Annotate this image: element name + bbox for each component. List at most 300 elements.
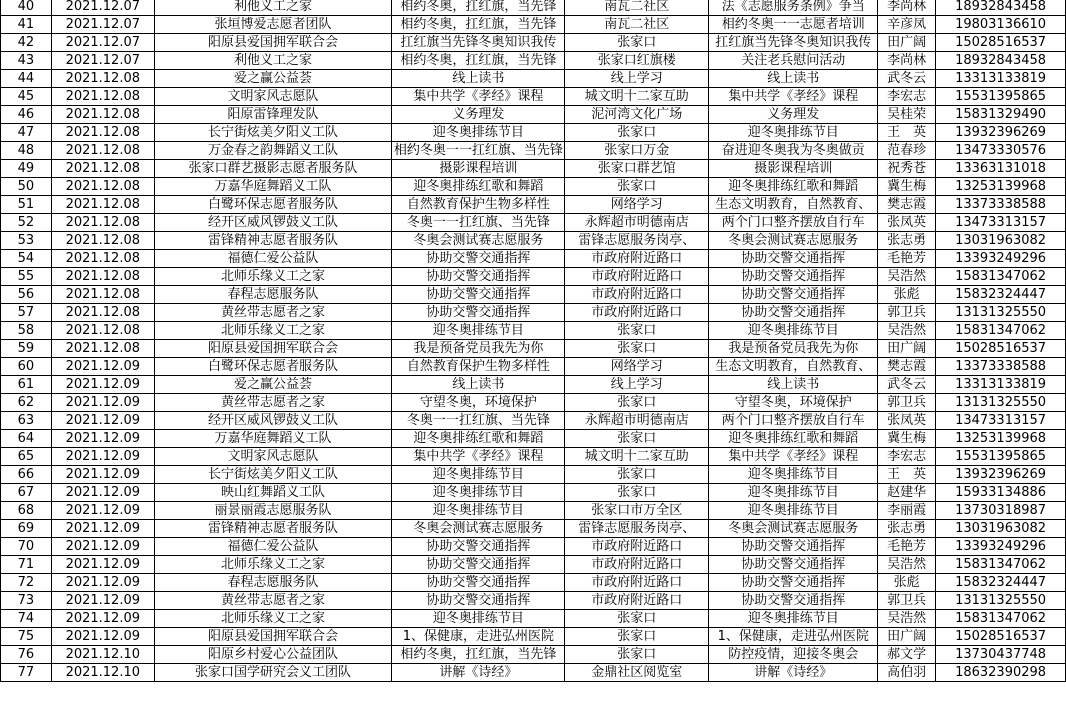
date-cell[interactable]: 2021.12.08: [51, 286, 154, 304]
contact-person-cell[interactable]: 张彪: [878, 286, 936, 304]
activity-content-cell[interactable]: 守望冬奥，环境保护: [709, 394, 878, 412]
date-cell[interactable]: 2021.12.09: [51, 358, 154, 376]
contact-person-cell[interactable]: 郝文学: [878, 646, 936, 664]
location-cell[interactable]: 金鼎社区阅览室: [565, 664, 709, 682]
row-number-cell[interactable]: 72: [1, 574, 52, 592]
activity-content-cell[interactable]: 迎冬奥排练节目: [709, 466, 878, 484]
location-cell[interactable]: 市政府附近路口: [565, 574, 709, 592]
team-name-cell[interactable]: 阳原县爱国拥军联合会: [154, 34, 392, 52]
phone-cell[interactable]: 15831347062: [936, 268, 1066, 286]
row-number-cell[interactable]: 54: [1, 250, 52, 268]
date-cell[interactable]: 2021.12.08: [51, 268, 154, 286]
team-name-cell[interactable]: 阳原县爱国拥军联合会: [154, 628, 392, 646]
location-cell[interactable]: 城文明十二家互助: [565, 448, 709, 466]
activity-content-cell[interactable]: 两个门口整齐摆放自行车: [709, 214, 878, 232]
activity-name-cell[interactable]: 相约冬奥，扛红旗，当先锋: [392, 646, 565, 664]
team-name-cell[interactable]: 文明家风志愿队: [154, 88, 392, 106]
team-name-cell[interactable]: 春程志愿服务队: [154, 574, 392, 592]
activity-content-cell[interactable]: 法《志愿服务条例》争当: [709, 0, 878, 16]
activity-name-cell[interactable]: 迎冬奥排练红歌和舞蹈: [392, 430, 565, 448]
team-name-cell[interactable]: 黄丝带志愿者之家: [154, 394, 392, 412]
contact-person-cell[interactable]: 吴浩然: [878, 610, 936, 628]
phone-cell[interactable]: 15028516537: [936, 34, 1066, 52]
activity-name-cell[interactable]: 冬奥一一扛红旗、当先锋: [392, 412, 565, 430]
team-name-cell[interactable]: 阳原乡村爱心公益团队: [154, 646, 392, 664]
phone-cell[interactable]: 13730318987: [936, 502, 1066, 520]
team-name-cell[interactable]: 张家口国学研究会义工团队: [154, 664, 392, 682]
team-name-cell[interactable]: 白鹭环保志愿者服务队: [154, 196, 392, 214]
row-number-cell[interactable]: 61: [1, 376, 52, 394]
contact-person-cell[interactable]: 李尚林: [878, 52, 936, 70]
activity-content-cell[interactable]: 集中共学《孝经》课程: [709, 448, 878, 466]
team-name-cell[interactable]: 经开区威风锣鼓义工队: [154, 412, 392, 430]
location-cell[interactable]: 张家口: [565, 646, 709, 664]
date-cell[interactable]: 2021.12.07: [51, 52, 154, 70]
contact-person-cell[interactable]: 樊志霞: [878, 358, 936, 376]
team-name-cell[interactable]: 长宁街炫美夕阳义工队: [154, 124, 392, 142]
activity-name-cell[interactable]: 我是预备党员我先为你: [392, 340, 565, 358]
row-number-cell[interactable]: 43: [1, 52, 52, 70]
team-name-cell[interactable]: 利他义工之家: [154, 0, 392, 16]
location-cell[interactable]: 张家口: [565, 34, 709, 52]
activity-content-cell[interactable]: 协助交警交通指挥: [709, 250, 878, 268]
row-number-cell[interactable]: 71: [1, 556, 52, 574]
date-cell[interactable]: 2021.12.09: [51, 628, 154, 646]
team-name-cell[interactable]: 北师乐缘义工之家: [154, 556, 392, 574]
row-number-cell[interactable]: 48: [1, 142, 52, 160]
location-cell[interactable]: 张家口: [565, 322, 709, 340]
phone-cell[interactable]: 15028516537: [936, 340, 1066, 358]
team-name-cell[interactable]: 利他义工之家: [154, 52, 392, 70]
activity-name-cell[interactable]: 集中共学《孝经》课程: [392, 88, 565, 106]
location-cell[interactable]: 张家口红旗楼: [565, 52, 709, 70]
location-cell[interactable]: 南瓦二社区: [565, 16, 709, 34]
team-name-cell[interactable]: 北师乐缘义工之家: [154, 610, 392, 628]
phone-cell[interactable]: 15832324447: [936, 286, 1066, 304]
location-cell[interactable]: 市政府附近路口: [565, 538, 709, 556]
location-cell[interactable]: 市政府附近路口: [565, 304, 709, 322]
activity-name-cell[interactable]: 义务理发: [392, 106, 565, 124]
activity-name-cell[interactable]: 协助交警交通指挥: [392, 304, 565, 322]
activity-name-cell[interactable]: 协助交警交通指挥: [392, 556, 565, 574]
contact-person-cell[interactable]: 毛艳芳: [878, 250, 936, 268]
phone-cell[interactable]: 13393249296: [936, 250, 1066, 268]
row-number-cell[interactable]: 58: [1, 322, 52, 340]
contact-person-cell[interactable]: 武冬云: [878, 70, 936, 88]
contact-person-cell[interactable]: 毛艳芳: [878, 538, 936, 556]
date-cell[interactable]: 2021.12.08: [51, 106, 154, 124]
activity-content-cell[interactable]: 我是预备党员我先为你: [709, 340, 878, 358]
date-cell[interactable]: 2021.12.08: [51, 124, 154, 142]
date-cell[interactable]: 2021.12.10: [51, 664, 154, 682]
row-number-cell[interactable]: 64: [1, 430, 52, 448]
date-cell[interactable]: 2021.12.10: [51, 646, 154, 664]
team-name-cell[interactable]: 文明家风志愿队: [154, 448, 392, 466]
location-cell[interactable]: 市政府附近路口: [565, 250, 709, 268]
row-number-cell[interactable]: 40: [1, 0, 52, 16]
contact-person-cell[interactable]: 吴浩然: [878, 322, 936, 340]
contact-person-cell[interactable]: 樊志霞: [878, 196, 936, 214]
date-cell[interactable]: 2021.12.09: [51, 376, 154, 394]
row-number-cell[interactable]: 56: [1, 286, 52, 304]
team-name-cell[interactable]: 福德仁爱公益队: [154, 250, 392, 268]
location-cell[interactable]: 雷锋志愿服务岗亭、: [565, 232, 709, 250]
date-cell[interactable]: 2021.12.09: [51, 466, 154, 484]
date-cell[interactable]: 2021.12.08: [51, 322, 154, 340]
activity-content-cell[interactable]: 冬奥会测试赛志愿服务: [709, 520, 878, 538]
contact-person-cell[interactable]: 张志勇: [878, 520, 936, 538]
phone-cell[interactable]: 13473313157: [936, 214, 1066, 232]
date-cell[interactable]: 2021.12.07: [51, 0, 154, 16]
contact-person-cell[interactable]: 张凤英: [878, 214, 936, 232]
location-cell[interactable]: 永辉超市明德南店: [565, 412, 709, 430]
row-number-cell[interactable]: 65: [1, 448, 52, 466]
row-number-cell[interactable]: 52: [1, 214, 52, 232]
activity-content-cell[interactable]: 迎冬奥排练节目: [709, 484, 878, 502]
phone-cell[interactable]: 13363131018: [936, 160, 1066, 178]
date-cell[interactable]: 2021.12.08: [51, 196, 154, 214]
team-name-cell[interactable]: 爱之赢公益荟: [154, 70, 392, 88]
row-number-cell[interactable]: 41: [1, 16, 52, 34]
row-number-cell[interactable]: 69: [1, 520, 52, 538]
location-cell[interactable]: 市政府附近路口: [565, 592, 709, 610]
team-name-cell[interactable]: 阳原县爱国拥军联合会: [154, 340, 392, 358]
activity-name-cell[interactable]: 摄影课程培训: [392, 160, 565, 178]
activity-content-cell[interactable]: 迎冬奥排练红歌和舞蹈: [709, 430, 878, 448]
phone-cell[interactable]: 13932396269: [936, 466, 1066, 484]
contact-person-cell[interactable]: 辛彦凤: [878, 16, 936, 34]
row-number-cell[interactable]: 57: [1, 304, 52, 322]
date-cell[interactable]: 2021.12.08: [51, 250, 154, 268]
phone-cell[interactable]: 13473330576: [936, 142, 1066, 160]
phone-cell[interactable]: 13131325550: [936, 394, 1066, 412]
activity-name-cell[interactable]: 协助交警交通指挥: [392, 538, 565, 556]
date-cell[interactable]: 2021.12.08: [51, 70, 154, 88]
activity-name-cell[interactable]: 自然教育保护生物多样性: [392, 358, 565, 376]
contact-person-cell[interactable]: 吴浩然: [878, 268, 936, 286]
activity-content-cell[interactable]: 摄影课程培训: [709, 160, 878, 178]
activity-name-cell[interactable]: 线上读书: [392, 70, 565, 88]
row-number-cell[interactable]: 62: [1, 394, 52, 412]
date-cell[interactable]: 2021.12.09: [51, 592, 154, 610]
date-cell[interactable]: 2021.12.08: [51, 304, 154, 322]
activity-name-cell[interactable]: 迎冬奥排练节目: [392, 610, 565, 628]
date-cell[interactable]: 2021.12.09: [51, 538, 154, 556]
date-cell[interactable]: 2021.12.09: [51, 448, 154, 466]
contact-person-cell[interactable]: 田广阔: [878, 340, 936, 358]
activity-content-cell[interactable]: 协助交警交通指挥: [709, 556, 878, 574]
activity-content-cell[interactable]: 讲解《诗经》: [709, 664, 878, 682]
contact-person-cell[interactable]: 赵建华: [878, 484, 936, 502]
phone-cell[interactable]: 15832324447: [936, 574, 1066, 592]
activity-name-cell[interactable]: 相约冬奥，扛红旗，当先锋: [392, 0, 565, 16]
location-cell[interactable]: 张家口: [565, 430, 709, 448]
activity-name-cell[interactable]: 协助交警交通指挥: [392, 574, 565, 592]
activity-content-cell[interactable]: 集中共学《孝经》课程: [709, 88, 878, 106]
row-number-cell[interactable]: 45: [1, 88, 52, 106]
row-number-cell[interactable]: 42: [1, 34, 52, 52]
activity-content-cell[interactable]: 防控疫情，迎接冬奥会: [709, 646, 878, 664]
location-cell[interactable]: 南瓦二社区: [565, 0, 709, 16]
activity-name-cell[interactable]: 协助交警交通指挥: [392, 268, 565, 286]
location-cell[interactable]: 张家口市万全区: [565, 502, 709, 520]
team-name-cell[interactable]: 雷锋精神志愿者服务队: [154, 232, 392, 250]
location-cell[interactable]: 网络学习: [565, 196, 709, 214]
phone-cell[interactable]: 15933134886: [936, 484, 1066, 502]
team-name-cell[interactable]: 万金春之韵舞蹈义工队: [154, 142, 392, 160]
team-name-cell[interactable]: 爱之赢公益荟: [154, 376, 392, 394]
contact-person-cell[interactable]: 张凤英: [878, 412, 936, 430]
location-cell[interactable]: 永辉超市明德南店: [565, 214, 709, 232]
phone-cell[interactable]: 13473313157: [936, 412, 1066, 430]
location-cell[interactable]: 张家口: [565, 610, 709, 628]
phone-cell[interactable]: 13393249296: [936, 538, 1066, 556]
team-name-cell[interactable]: 丽景丽霞志愿服务队: [154, 502, 392, 520]
contact-person-cell[interactable]: 李宏志: [878, 448, 936, 466]
row-number-cell[interactable]: 47: [1, 124, 52, 142]
contact-person-cell[interactable]: 李宏志: [878, 88, 936, 106]
activity-content-cell[interactable]: 生态文明教育，自然教育、: [709, 358, 878, 376]
activity-content-cell[interactable]: 扛红旗当先锋冬奥知识我传: [709, 34, 878, 52]
phone-cell[interactable]: 15028516537: [936, 628, 1066, 646]
phone-cell[interactable]: 15831329490: [936, 106, 1066, 124]
contact-person-cell[interactable]: 祝秀苍: [878, 160, 936, 178]
activity-name-cell[interactable]: 迎冬奥排练节目: [392, 502, 565, 520]
date-cell[interactable]: 2021.12.08: [51, 232, 154, 250]
phone-cell[interactable]: 13031963082: [936, 232, 1066, 250]
contact-person-cell[interactable]: 武冬云: [878, 376, 936, 394]
date-cell[interactable]: 2021.12.07: [51, 34, 154, 52]
date-cell[interactable]: 2021.12.07: [51, 16, 154, 34]
phone-cell[interactable]: 15531395865: [936, 448, 1066, 466]
contact-person-cell[interactable]: 张志勇: [878, 232, 936, 250]
activity-content-cell[interactable]: 协助交警交通指挥: [709, 574, 878, 592]
date-cell[interactable]: 2021.12.08: [51, 178, 154, 196]
team-name-cell[interactable]: 白鹭环保志愿者服务队: [154, 358, 392, 376]
contact-person-cell[interactable]: 田广阔: [878, 628, 936, 646]
activity-content-cell[interactable]: 线上读书: [709, 70, 878, 88]
team-name-cell[interactable]: 黄丝带志愿者之家: [154, 304, 392, 322]
phone-cell[interactable]: 15831347062: [936, 556, 1066, 574]
location-cell[interactable]: 网络学习: [565, 358, 709, 376]
contact-person-cell[interactable]: 郭卫兵: [878, 304, 936, 322]
activity-content-cell[interactable]: 协助交警交通指挥: [709, 286, 878, 304]
location-cell[interactable]: 市政府附近路口: [565, 556, 709, 574]
team-name-cell[interactable]: 阳原雷锋理发队: [154, 106, 392, 124]
activity-name-cell[interactable]: 迎冬奥排练节目: [392, 466, 565, 484]
location-cell[interactable]: 张家口: [565, 484, 709, 502]
phone-cell[interactable]: 18632390298: [936, 664, 1066, 682]
location-cell[interactable]: 张家口: [565, 394, 709, 412]
contact-person-cell[interactable]: 范春珍: [878, 142, 936, 160]
team-name-cell[interactable]: 万嘉华庭舞蹈义工队: [154, 430, 392, 448]
date-cell[interactable]: 2021.12.09: [51, 556, 154, 574]
location-cell[interactable]: 城文明十二家互助: [565, 88, 709, 106]
location-cell[interactable]: 张家口: [565, 340, 709, 358]
activity-content-cell[interactable]: 迎冬奥排练节目: [709, 502, 878, 520]
phone-cell[interactable]: 13253139968: [936, 178, 1066, 196]
row-number-cell[interactable]: 51: [1, 196, 52, 214]
location-cell[interactable]: 张家口群艺馆: [565, 160, 709, 178]
date-cell[interactable]: 2021.12.09: [51, 610, 154, 628]
team-name-cell[interactable]: 张家口群艺摄影志愿者服务队: [154, 160, 392, 178]
phone-cell[interactable]: 13131325550: [936, 304, 1066, 322]
contact-person-cell[interactable]: 李尚林: [878, 0, 936, 16]
activity-content-cell[interactable]: 协助交警交通指挥: [709, 592, 878, 610]
phone-cell[interactable]: 13730437748: [936, 646, 1066, 664]
team-name-cell[interactable]: 春程志愿服务队: [154, 286, 392, 304]
activity-name-cell[interactable]: 冬奥会测试赛志愿服务: [392, 520, 565, 538]
date-cell[interactable]: 2021.12.09: [51, 412, 154, 430]
activity-content-cell[interactable]: 迎冬奥排练节目: [709, 124, 878, 142]
date-cell[interactable]: 2021.12.09: [51, 430, 154, 448]
contact-person-cell[interactable]: 郭卫兵: [878, 394, 936, 412]
row-number-cell[interactable]: 77: [1, 664, 52, 682]
activity-content-cell[interactable]: 关注老兵慰问活动: [709, 52, 878, 70]
location-cell[interactable]: 张家口: [565, 124, 709, 142]
activity-name-cell[interactable]: 讲解《诗经》: [392, 664, 565, 682]
contact-person-cell[interactable]: 高伯羽: [878, 664, 936, 682]
contact-person-cell[interactable]: 张彪: [878, 574, 936, 592]
phone-cell[interactable]: 13313133819: [936, 70, 1066, 88]
date-cell[interactable]: 2021.12.09: [51, 484, 154, 502]
phone-cell[interactable]: 15531395865: [936, 88, 1066, 106]
contact-person-cell[interactable]: 冀生梅: [878, 430, 936, 448]
location-cell[interactable]: 张家口: [565, 178, 709, 196]
activity-content-cell[interactable]: 协助交警交通指挥: [709, 304, 878, 322]
activity-content-cell[interactable]: 义务理发: [709, 106, 878, 124]
row-number-cell[interactable]: 70: [1, 538, 52, 556]
phone-cell[interactable]: 13131325550: [936, 592, 1066, 610]
row-number-cell[interactable]: 46: [1, 106, 52, 124]
activity-name-cell[interactable]: 集中共学《孝经》课程: [392, 448, 565, 466]
contact-person-cell[interactable]: 田广阔: [878, 34, 936, 52]
activity-name-cell[interactable]: 守望冬奥，环境保护: [392, 394, 565, 412]
team-name-cell[interactable]: 长宁街炫美夕阳义工队: [154, 466, 392, 484]
location-cell[interactable]: 市政府附近路口: [565, 268, 709, 286]
activity-content-cell[interactable]: 相约冬奥一一志愿者培训: [709, 16, 878, 34]
phone-cell[interactable]: 13031963082: [936, 520, 1066, 538]
team-name-cell[interactable]: 张垣博爱志愿者团队: [154, 16, 392, 34]
row-number-cell[interactable]: 76: [1, 646, 52, 664]
activity-name-cell[interactable]: 1、保健康，走进弘州医院: [392, 628, 565, 646]
activity-name-cell[interactable]: 迎冬奥排练节目: [392, 124, 565, 142]
contact-person-cell[interactable]: 王 英: [878, 466, 936, 484]
row-number-cell[interactable]: 73: [1, 592, 52, 610]
row-number-cell[interactable]: 63: [1, 412, 52, 430]
location-cell[interactable]: 张家口: [565, 466, 709, 484]
activity-name-cell[interactable]: 迎冬奥排练节目: [392, 484, 565, 502]
contact-person-cell[interactable]: 冀生梅: [878, 178, 936, 196]
row-number-cell[interactable]: 67: [1, 484, 52, 502]
contact-person-cell[interactable]: 郭卫兵: [878, 592, 936, 610]
team-name-cell[interactable]: 万嘉华庭舞蹈义工队: [154, 178, 392, 196]
activity-name-cell[interactable]: 协助交警交通指挥: [392, 250, 565, 268]
location-cell[interactable]: 泥河湾文化广场: [565, 106, 709, 124]
location-cell[interactable]: 张家口万金: [565, 142, 709, 160]
team-name-cell[interactable]: 北师乐缘义工之家: [154, 268, 392, 286]
location-cell[interactable]: 张家口: [565, 628, 709, 646]
team-name-cell[interactable]: 映山红舞蹈义工队: [154, 484, 392, 502]
activity-content-cell[interactable]: 协助交警交通指挥: [709, 268, 878, 286]
team-name-cell[interactable]: 经开区威风锣鼓义工队: [154, 214, 392, 232]
activity-name-cell[interactable]: 扛红旗当先锋冬奥知识我传: [392, 34, 565, 52]
location-cell[interactable]: 线上学习: [565, 70, 709, 88]
row-number-cell[interactable]: 59: [1, 340, 52, 358]
contact-person-cell[interactable]: 吴桂荣: [878, 106, 936, 124]
phone-cell[interactable]: 13313133819: [936, 376, 1066, 394]
activity-name-cell[interactable]: 相约冬奥一一扛红旗、当先锋: [393, 143, 563, 158]
activity-name-cell[interactable]: 线上读书: [392, 376, 565, 394]
activity-content-cell[interactable]: 生态文明教育，自然教育、: [709, 196, 878, 214]
date-cell[interactable]: 2021.12.08: [51, 340, 154, 358]
phone-cell[interactable]: 13253139968: [936, 430, 1066, 448]
team-name-cell[interactable]: 黄丝带志愿者之家: [154, 592, 392, 610]
team-name-cell[interactable]: 北师乐缘义工之家: [154, 322, 392, 340]
activity-name-cell[interactable]: 协助交警交通指挥: [392, 286, 565, 304]
activity-name-cell[interactable]: 自然教育保护生物多样性: [392, 196, 565, 214]
location-cell[interactable]: 雷锋志愿服务岗亭、: [565, 520, 709, 538]
row-number-cell[interactable]: 66: [1, 466, 52, 484]
date-cell[interactable]: 2021.12.09: [51, 502, 154, 520]
phone-cell[interactable]: 13932396269: [936, 124, 1066, 142]
activity-name-cell[interactable]: 冬奥一一扛红旗、当先锋: [392, 214, 565, 232]
phone-cell[interactable]: 19803136610: [936, 16, 1066, 34]
date-cell[interactable]: 2021.12.09: [51, 520, 154, 538]
activity-name-cell[interactable]: 冬奥会测试赛志愿服务: [392, 232, 565, 250]
team-name-cell[interactable]: 雷锋精神志愿者服务队: [154, 520, 392, 538]
row-number-cell[interactable]: 53: [1, 232, 52, 250]
activity-name-cell[interactable]: 迎冬奥排练节目: [392, 322, 565, 340]
phone-cell[interactable]: 18932843458: [936, 0, 1066, 16]
activity-content-cell[interactable]: 迎冬奥排练节目: [709, 322, 878, 340]
row-number-cell[interactable]: 75: [1, 628, 52, 646]
activity-name-cell[interactable]: 迎冬奥排练红歌和舞蹈: [392, 178, 565, 196]
location-cell[interactable]: 线上学习: [565, 376, 709, 394]
contact-person-cell[interactable]: 李丽霞: [878, 502, 936, 520]
activity-content-cell[interactable]: 冬奥会测试赛志愿服务: [709, 232, 878, 250]
activity-name-cell[interactable]: 相约冬奥，扛红旗，当先锋: [392, 16, 565, 34]
row-number-cell[interactable]: 55: [1, 268, 52, 286]
phone-cell[interactable]: 15831347062: [936, 610, 1066, 628]
activity-content-cell[interactable]: 奋进迎冬奥我为冬奥做贡: [709, 142, 878, 160]
row-number-cell[interactable]: 68: [1, 502, 52, 520]
row-number-cell[interactable]: 50: [1, 178, 52, 196]
activity-content-cell[interactable]: 1、保健康，走进弘州医院: [709, 628, 878, 646]
row-number-cell[interactable]: 49: [1, 160, 52, 178]
date-cell[interactable]: 2021.12.08: [51, 142, 154, 160]
date-cell[interactable]: 2021.12.09: [51, 394, 154, 412]
phone-cell[interactable]: 15831347062: [936, 322, 1066, 340]
date-cell[interactable]: 2021.12.09: [51, 574, 154, 592]
phone-cell[interactable]: 13373338588: [936, 196, 1066, 214]
activity-content-cell[interactable]: 协助交警交通指挥: [709, 538, 878, 556]
date-cell[interactable]: 2021.12.08: [51, 88, 154, 106]
activity-content-cell[interactable]: 两个门口整齐摆放自行车: [709, 412, 878, 430]
date-cell[interactable]: 2021.12.08: [51, 214, 154, 232]
activity-content-cell[interactable]: 迎冬奥排练红歌和舞蹈: [709, 178, 878, 196]
row-number-cell[interactable]: 44: [1, 70, 52, 88]
phone-cell[interactable]: 13373338588: [936, 358, 1066, 376]
activity-content-cell[interactable]: 线上读书: [709, 376, 878, 394]
location-cell[interactable]: 市政府附近路口: [565, 286, 709, 304]
contact-person-cell[interactable]: 王 英: [878, 124, 936, 142]
activity-name-cell[interactable]: 相约冬奥，扛红旗，当先锋: [392, 52, 565, 70]
phone-cell[interactable]: 18932843458: [936, 52, 1066, 70]
team-name-cell[interactable]: 福德仁爱公益队: [154, 538, 392, 556]
activity-name-cell[interactable]: 协助交警交通指挥: [392, 592, 565, 610]
contact-person-cell[interactable]: 吴浩然: [878, 556, 936, 574]
